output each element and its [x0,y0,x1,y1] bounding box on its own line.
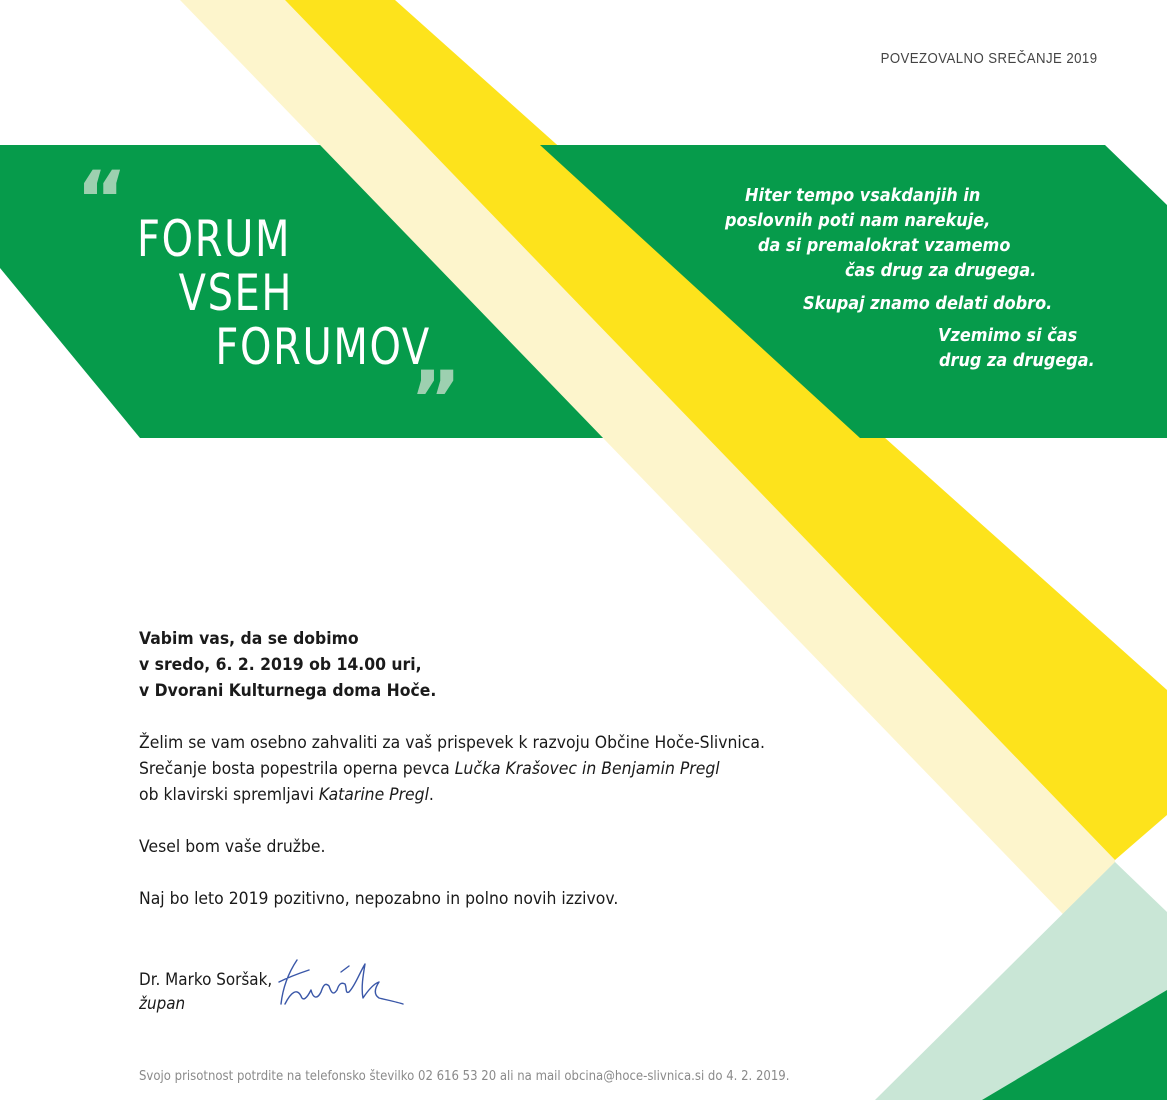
slogan-line-1: Hiter tempo vsakdanjih in [745,186,981,206]
invitation-date: v sredo, 6. 2. 2019 ob 14.00 uri, [139,655,422,675]
singers-names: Lučka Krašovec in Benjamin Pregl [454,759,720,779]
thanks-text: Želim se vam osebno zahvaliti za vaš prispevek k razvoju Občine Hoče-Slivnica. [139,733,765,753]
forum-title-line-1: FORUM [137,210,292,268]
signatory-role: župan [139,994,186,1013]
slogan-line-6: Vzemimo si čas [938,326,1078,346]
closing-quote-mark: ” [410,356,462,446]
slogan-line-4: čas drug za drugega. [845,261,1037,281]
accompaniment-text [139,782,765,808]
accompaniment-prefix: ob klavirski spremljavi [139,785,319,805]
handwritten-signature [275,952,415,1014]
event-label: POVEZOVALNO SREČANJE 2019 [880,50,1097,67]
slogan-line-2: poslovnih poti nam narekuje, [725,211,991,231]
invitation-line-1: Vabim vas, da se dobimo [139,629,359,649]
signatory-block [139,968,272,1016]
program-prefix: Srečanje bosta popestrila operna pevca [139,759,455,779]
invitation-venue: v Dvorani Kulturnega doma Hoče. [139,681,437,701]
rsvp-note: Svojo prisotnost potrdite na telefonsko številko 02 616 53 20 ali na mail obcina@hoce-slivnica.si do 4. 2. 2019. [139,1069,790,1084]
program-text [139,756,765,782]
signatory-name: Dr. Marko Soršak, [139,970,273,989]
wishes-text: Naj bo leto 2019 pozitivno, nepozabno in polno novih izzivov. [139,889,619,909]
pianist-name: Katarine Pregl [318,785,429,805]
forum-title [137,212,431,374]
invitation-body [139,626,765,912]
accompaniment-suffix: . [428,785,434,805]
opening-quote-mark: “ [76,156,128,246]
slogan-line-7: drug za drugega. [939,351,1095,371]
forum-title-line-3: FORUMOV [215,318,431,376]
forum-title-line-2: VSEH [178,264,294,322]
looking-forward-text: Vesel bom vaše družbe. [139,837,326,857]
slogan-line-5: Skupaj znamo delati dobro. [803,294,1053,314]
slogan-line-3: da si premalokrat vzamemo [758,236,1011,256]
